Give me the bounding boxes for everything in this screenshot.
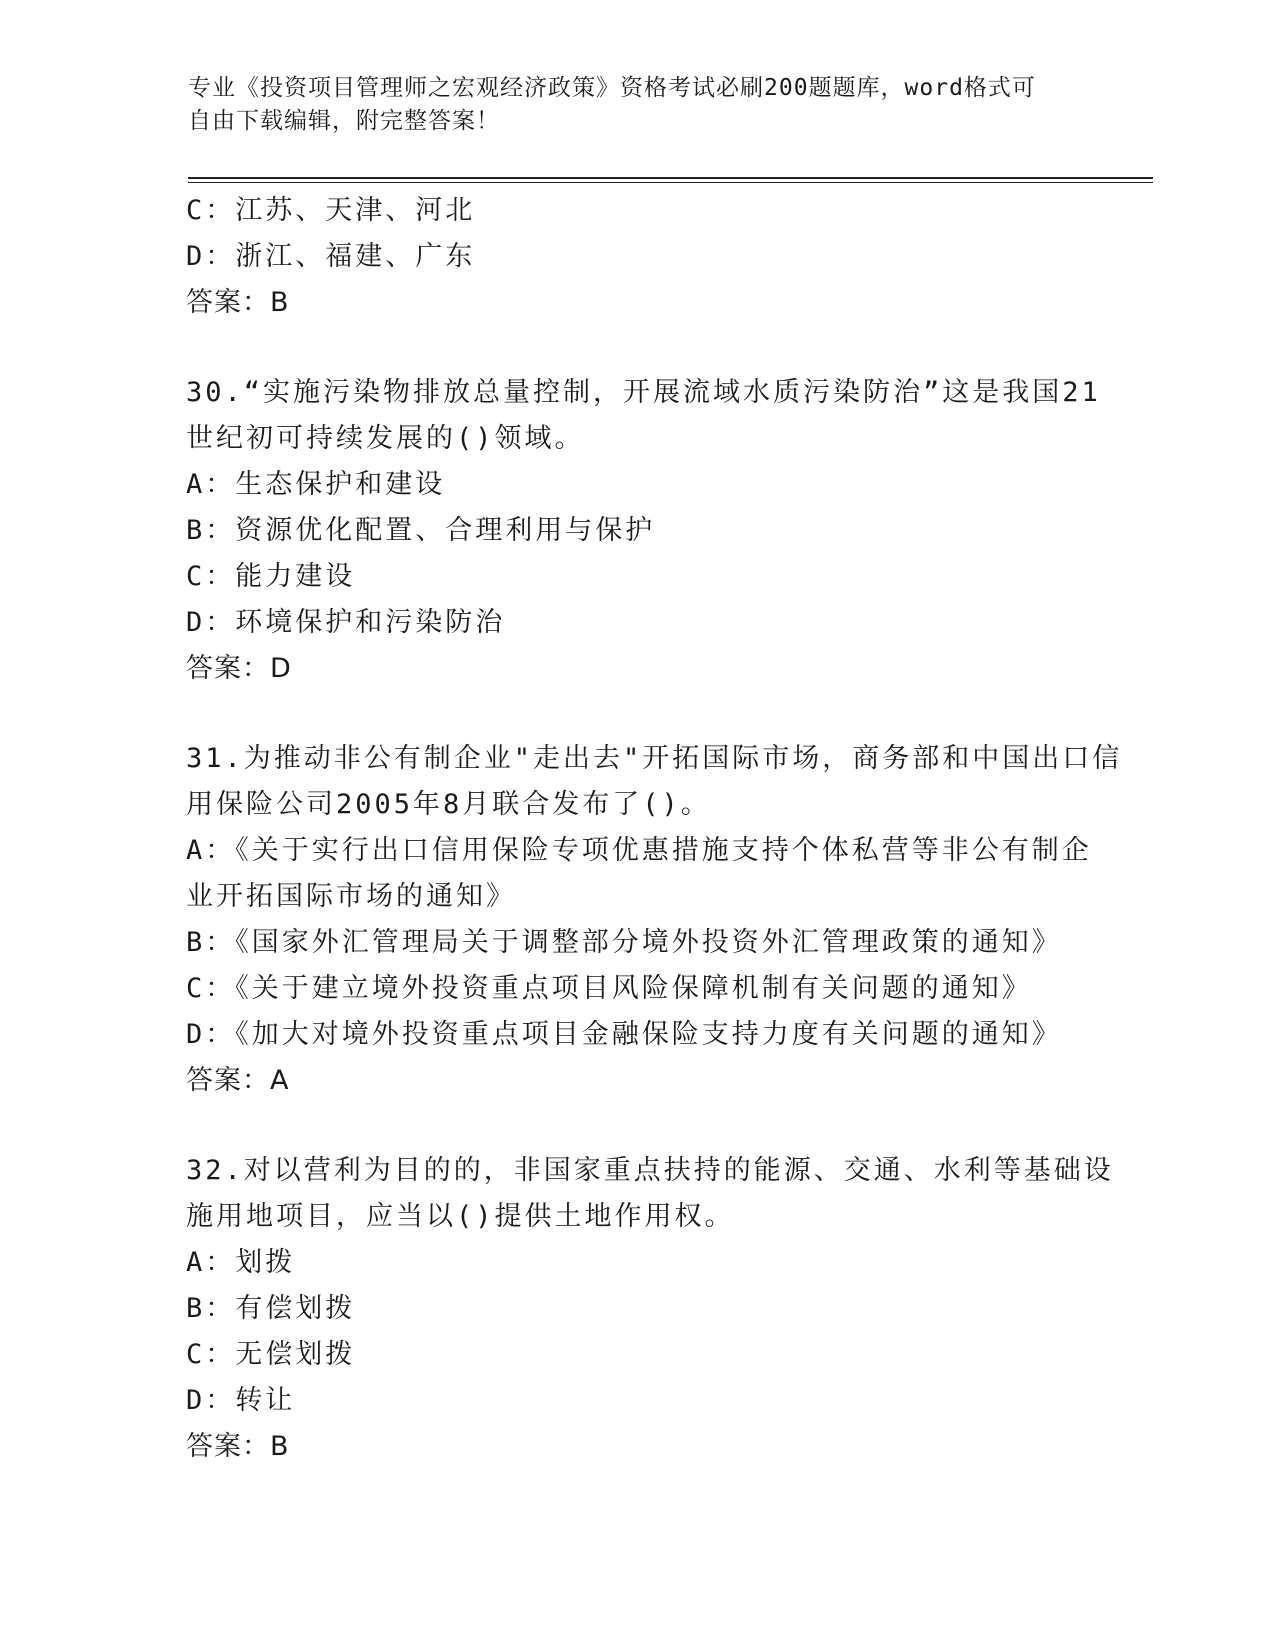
- question-list: [186, 188, 1123, 1470]
- option-d: D：浙江、福建、广东: [186, 241, 476, 272]
- header-divider-thin: [188, 182, 1153, 183]
- question-29-tail: [186, 188, 1086, 326]
- answer-line: 答案：B: [186, 1431, 290, 1462]
- option-a-line-1: A：《关于实行出口信用保险专项优惠措施支持个体私营等非公有制企: [186, 835, 1092, 866]
- option-d: D：转让: [186, 1385, 296, 1416]
- question-stem-line-2: 施用地项目，应当以()提供土地作用权。: [186, 1201, 735, 1232]
- option-b: B：资源优化配置、合理利用与保护: [186, 515, 656, 546]
- option-b: B：有偿划拨: [186, 1293, 356, 1324]
- question-30: [186, 370, 1101, 692]
- option-a-line-2: 业开拓国际市场的通知》: [186, 881, 516, 912]
- answer-line: 答案：A: [186, 1065, 290, 1096]
- answer-line: 答案：D: [186, 653, 292, 684]
- question-stem-line-2: 用保险公司2005年8月联合发布了()。: [186, 789, 711, 820]
- question-stem-line-1: 30.“实施污染物排放总量控制，开展流域水质污染防治”这是我国21: [186, 377, 1101, 408]
- spacer: [186, 692, 1086, 736]
- header-line-1: 专业《投资项目管理师之宏观经济政策》资格考试必刷200题题库，word格式可: [188, 75, 1036, 101]
- option-c: C：能力建设: [186, 561, 356, 592]
- question-stem-line-1: 32.对以营利为目的的，非国家重点扶持的能源、交通、水利等基础设: [186, 1155, 1114, 1186]
- option-c: C：无偿划拨: [186, 1339, 356, 1370]
- answer-line: 答案：B: [186, 287, 290, 318]
- document-header: [188, 72, 1068, 138]
- option-d: D：环境保护和污染防治: [186, 607, 506, 638]
- question-32: [186, 1148, 1114, 1470]
- option-d: D：《加大对境外投资重点项目金融保险支持力度有关问题的通知》: [186, 1019, 1062, 1050]
- question-stem-line-2: 世纪初可持续发展的()领域。: [186, 423, 585, 454]
- question-stem-line-1: 31.为推动非公有制企业"走出去"开拓国际市场，商务部和中国出口信: [186, 743, 1123, 774]
- option-c: C：江苏、天津、河北: [186, 195, 476, 226]
- option-c: C：《关于建立境外投资重点项目风险保障机制有关问题的通知》: [186, 973, 1032, 1004]
- question-31: [186, 736, 1123, 1104]
- header-line-2: 自由下载编辑，附完整答案！: [188, 108, 500, 134]
- option-a: A：划拨: [186, 1247, 296, 1278]
- spacer: [186, 326, 1086, 370]
- option-b: B：《国家外汇管理局关于调整部分境外投资外汇管理政策的通知》: [186, 927, 1062, 958]
- header-divider-thick: [188, 177, 1153, 179]
- option-a: A：生态保护和建设: [186, 469, 446, 500]
- spacer: [186, 1104, 1086, 1148]
